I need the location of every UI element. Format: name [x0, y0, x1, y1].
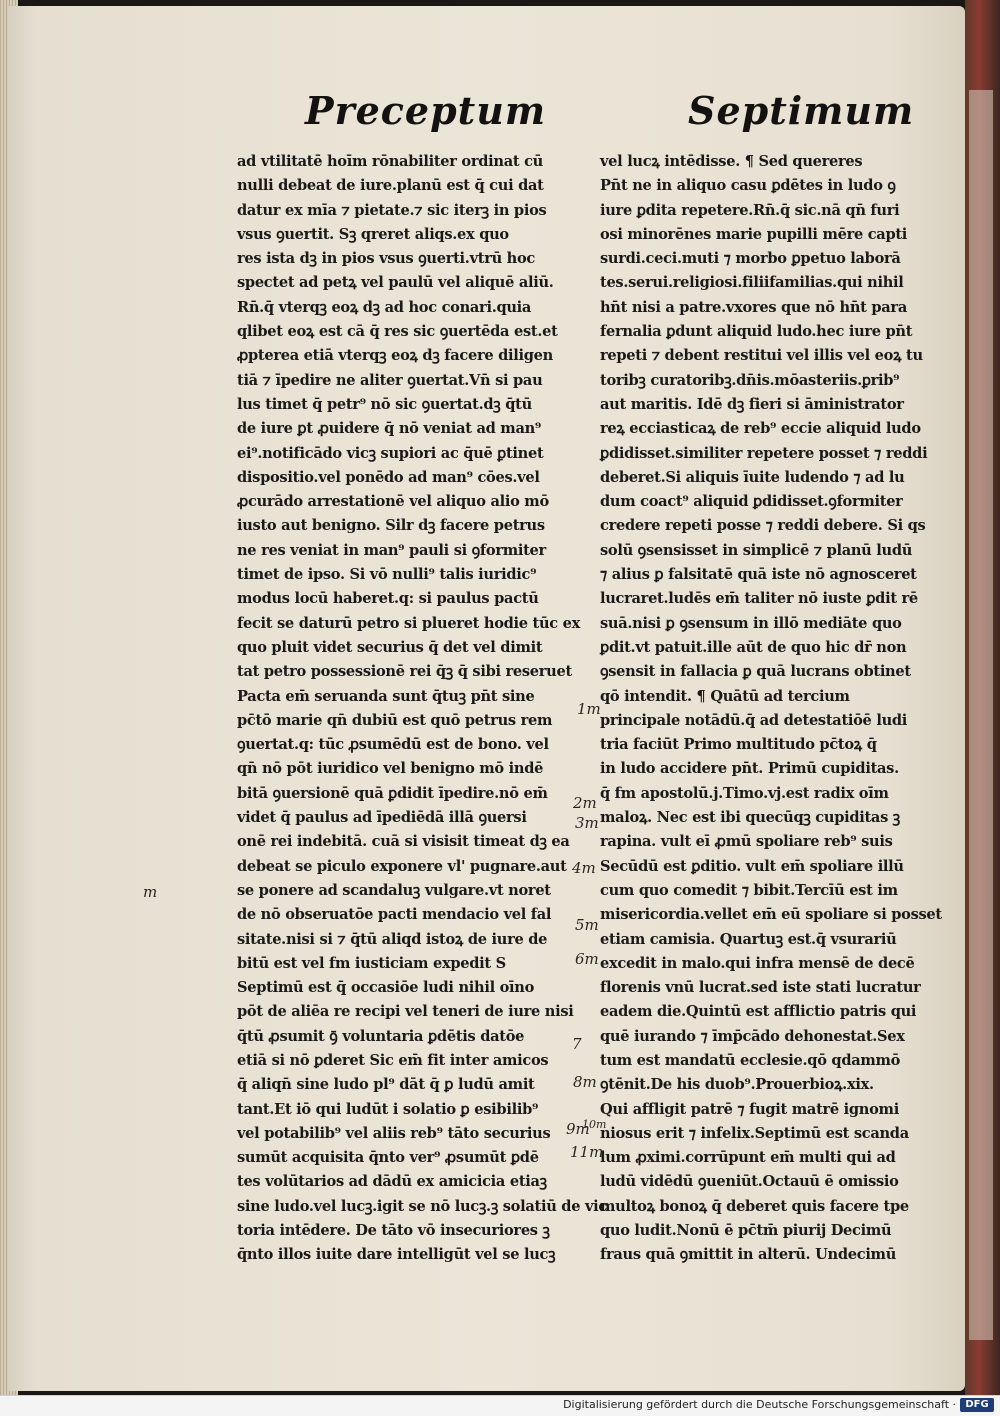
text-line: principale notādū.q̄ ad detestatiōē ludi [600, 711, 908, 729]
text-line: pc̄tō marie qn̄ dubiū est quō petrus rem [237, 711, 553, 729]
text-column-right [600, 150, 942, 1268]
text-line: ludū vidēdū ꝯueniūt.Octauū ē omissio [600, 1173, 899, 1191]
text-line: ⁊ alius ꝑ falsitatē quā iste nō agnosceret [600, 566, 917, 584]
text-line: onē rei indebitā. cuā si visisit timeat dꝫ ea [237, 833, 570, 851]
text-line: bitū est vel fm iusticiam expedit S [237, 954, 506, 972]
running-head-left: Preceptum [305, 88, 547, 133]
text-line: Septimū est q̄ occasiōe ludi nihil oīno [237, 979, 535, 997]
text-line: spectet ad petꝝ vel paulū vel aliquē aliū. [237, 274, 554, 292]
text-line: vsus ꝯuertit. Sꝫ qreret aliqs.ex quo [237, 225, 509, 243]
margin-note: 2m [573, 794, 597, 812]
text-line: q̄nto illos iuite dare intelligūt vel se lucꝫ [237, 1246, 556, 1264]
text-line: cum quo comedit ⁊ bibit.Tercīū est im [600, 881, 898, 899]
text-line: etiam camisia. Quartuꝫ est.q̄ vsurariū [600, 930, 897, 948]
text-line: iusto aut benigno. Silr dꝫ facere petrus [237, 517, 545, 535]
text-line: suā.nisi ꝑ ꝯsensum in illō mediāte quo [600, 614, 902, 632]
text-line: toria intēdere. De tāto vō insecuriores ꝫ [237, 1222, 550, 1240]
text-line: tant.Et iō qui ludūt i solatio ꝑ esibilib⁹ [237, 1100, 539, 1118]
margin-note: 5m [575, 916, 599, 934]
margin-note: 8m [573, 1073, 597, 1091]
text-line: aut maritis. Idē dꝫ fieri si āministrator [600, 395, 904, 413]
text-line: tum est mandatū ecclesie.qō qdammō [600, 1051, 901, 1069]
footer-bar [0, 1395, 1000, 1416]
margin-note: 4m [572, 859, 596, 877]
text-line: res ista dꝫ in pios vsus ꝯuerti.vtrū hoc [237, 250, 536, 268]
text-line: fernalia ꝑdunt aliquid ludo.hec iure pn̄t [600, 323, 913, 341]
margin-note: 3m [575, 814, 599, 832]
text-line: reꝝ ecciasticaꝝ de reb⁹ eccie aliquid ludo [600, 420, 921, 438]
text-line: niosus erit ⁊ infelix.Septimū est scanda [600, 1124, 909, 1142]
text-line: fecit se daturū petro si plueret hodie tūc ex [237, 614, 581, 632]
text-line: toribꝫ curatoribꝫ.dn̄is.mōasteriis.ꝑrib⁹ [600, 371, 900, 389]
margin-note: 9m [566, 1120, 590, 1138]
running-head-right: Septimum [688, 88, 915, 133]
text-line: sitate.nisi si ⁊ q̄tū aliqd istoꝝ de iure de [237, 930, 548, 948]
text-line: credere repeti posse ⁊ reddi debere. Si qs [600, 517, 926, 535]
text-line: iure ꝑdita repetere.Rn̄.q̄ sic.nā qn̄ furi [600, 201, 900, 219]
text-line: ꝑdidisset.similiter repetere posset ⁊ reddi [600, 444, 928, 462]
text-line: quē iurando ⁊ īmp̄cādo dehonestat.Sex [600, 1027, 905, 1045]
text-line: rapina. vult eī ꝓmū spoliare reb⁹ suis [600, 833, 893, 851]
text-line: excedit in malo.qui infra mensē de decē [600, 954, 915, 972]
text-line: modus locū haberet.q: si paulus pactū [237, 590, 539, 608]
adjacent-page-strip [969, 90, 993, 1340]
text-line: sumūt acquisita q̄nto ver⁹ ꝓsumūt ꝑdē [237, 1149, 539, 1167]
text-line: q̄ fm apostolū.j.Timo.vj.est radix oīm [600, 784, 889, 802]
margin-note: 6m [575, 950, 599, 968]
margin-note: 10m [582, 1118, 607, 1131]
text-line: ne res veniat in man⁹ pauli si ꝯformiter [237, 541, 546, 559]
text-line: vel lucꝝ intēdisse. ¶ Sed quereres [600, 153, 863, 170]
text-line: lucraret.ludēs em̄ taliter nō iuste ꝑdit rē [600, 590, 918, 608]
text-line: surdi.ceci.muti ⁊ morbo ꝑpetuo laborā [600, 250, 901, 268]
margin-note-left: m [143, 883, 158, 901]
text-line: nulli debeat de iure.planū est q̄ cui dat [237, 177, 544, 195]
text-line: quo pluit videt securius q̄ det vel dimit [237, 638, 543, 656]
text-line: qn̄ nō pōt iuridico vel benigno mō indē [237, 760, 544, 778]
text-line: lum ꝓximi.corrūpunt em̄ multi qui ad [600, 1149, 896, 1167]
text-line: ꝯtēnit.De his duob⁹.Prouerbioꝝ.xix. [600, 1076, 874, 1094]
text-line: de iure ꝑt ꝓuidere q̄ nō veniat ad man⁹ [237, 420, 542, 438]
text-line: osi minorēnes marie pupilli mēre capti [600, 225, 908, 243]
text-line: dum coact⁹ aliquid ꝑdidisset.ꝯformiter [600, 493, 903, 511]
text-line: deberet.Si aliquis īuite ludendo ⁊ ad lu [600, 468, 905, 486]
margin-note: 7 [572, 1035, 582, 1053]
text-line: Secūdū est ꝑditio. vult em̄ spoliare illū [600, 857, 904, 875]
text-line: de nō obseruatōe pacti mendacio vel fal [237, 906, 552, 924]
text-line: maloꝝ. Nec est ibi quecūqꝫ cupiditas ꝫ [600, 809, 900, 827]
text-line: q̄tū ꝓsumit ꝯ̄ voluntaria ꝑdētis datōe [237, 1027, 525, 1045]
text-line: fraus quā ꝯmittit in alterū. Undecimū [600, 1246, 897, 1264]
text-line: Pacta em̄ seruanda sunt q̄tuꝫ pn̄t sine [237, 687, 535, 705]
text-line: sine ludo.vel lucꝫ.igit se nō lucꝫ.ꝫ solatiū de vic [237, 1197, 607, 1215]
text-line: solū ꝯsensisset in simplicē ⁊ planū ludū [600, 541, 913, 559]
text-line: misericordia.vellet em̄ eū spoliare si posset [600, 906, 942, 924]
text-line: etiā si nō ꝑderet Sic em̄ fit inter amicos [237, 1051, 549, 1069]
text-line: quo ludit.Nonū ē pc̄tm̄ piurij Decimū [600, 1222, 892, 1240]
text-line: qō intendit. ¶ Quātū ad tercium [600, 687, 850, 705]
text-line: ꝯuertat.q: tūc ꝓsumēdū est de bono. vel [237, 736, 549, 754]
adjacent-page-edge [965, 0, 1000, 1395]
text-line: Rn̄.q̄ vterqꝫ eoꝝ dꝫ ad hoc conari.quia [237, 298, 532, 316]
text-line: eadem die.Quintū est afflictio patris qui [600, 1003, 917, 1021]
margin-note: 1m [577, 700, 601, 718]
text-line: dispositio.vel ponēdo ad man⁹ cōes.vel [237, 468, 540, 486]
margin-note: 11m [570, 1143, 604, 1161]
text-line: qlibet eoꝝ est cā q̄ res sic ꝯuertēda est.et [237, 323, 558, 341]
text-line: pōt de aliēa re recipi vel teneri de iure nisi [237, 1003, 574, 1021]
text-line: se ponere ad scandaluꝫ vulgare.vt noret [237, 881, 551, 899]
text-line: ꝓcurādo arrestationē vel aliquo alio mō [237, 493, 549, 511]
text-line: debeat se piculo exponere vl' pugnare.aut [237, 857, 567, 875]
text-line: ad vtilitatē hoīm rōnabiliter ordinat cū [237, 153, 543, 170]
text-line: in ludo accidere pn̄t. Primū cupiditas. [600, 760, 899, 778]
footer-credit: Digitalisierung gefördert durch die Deutsche Forschungsgemeinschaft · [563, 1398, 956, 1411]
text-line: ꝑdit.vt patuit.ille aūt de quo hic dr̄ non [600, 638, 907, 656]
text-line: Pn̄t ne in aliquo casu ꝑdētes in ludo ꝯ [600, 177, 896, 195]
text-line: repeti ⁊ debent restitui vel illis vel eoꝝ tu [600, 347, 923, 365]
text-line: ꝓpterea etiā vterqꝫ eoꝝ dꝫ facere diligen [237, 347, 553, 365]
text-line: multoꝝ bonoꝝ q̄ deberet quis facere tpe [600, 1197, 909, 1215]
text-line: bitā ꝯuersionē quā ꝑdidit īpedire.nō em̄ [237, 784, 548, 802]
text-line: timet de ipso. Si vō nulli⁹ talis iuridic⁹ [237, 566, 537, 584]
text-line: tria faciūt Primo multitudo pc̄toꝝ q̄ [600, 736, 877, 754]
text-line: tat petro possessionē rei q̄ꝫ q̄ sibi reseruet [237, 663, 572, 681]
text-line: videt q̄ paulus ad īpediēdā illā ꝯuersi [237, 809, 527, 827]
text-line: hn̄t nisi a patre.vxores que nō hn̄t para [600, 298, 907, 316]
text-line: ei⁹.notificādo vicꝫ supiori ac q̄uē ꝑtinet [237, 444, 544, 462]
text-line: vel potabilib⁹ vel aliis reb⁹ tāto securius [237, 1124, 551, 1142]
text-line: q̄ aliqn̄ sine ludo pl⁹ dāt q̄ ꝑ ludū amit [237, 1076, 535, 1094]
dfg-logo: DFG [960, 1398, 994, 1412]
text-line: Qui affligit patrē ⁊ fugit matrē ignomi [600, 1100, 899, 1118]
text-line: lus timet q̄ petr⁹ nō sic ꝯuertat.dꝫ q̄tū [237, 395, 532, 413]
text-line: tes.serui.religiosi.filiifamilias.qui nihil [600, 274, 904, 292]
text-line: ꝯsensit in fallacia ꝑ quā lucrans obtinet [600, 663, 911, 681]
text-line: florenis vnū lucrat.sed iste stati lucratur [600, 979, 921, 997]
text-line: tes volūtarios ad dādū ex amicicia etiaꝫ [237, 1173, 547, 1191]
text-line: tiā ⁊ īpedire ne aliter ꝯuertat.Vn̄ si pau [237, 371, 543, 389]
text-line: datur ex mīa ⁊ pietate.⁊ sic iterꝫ in pios [237, 201, 547, 219]
